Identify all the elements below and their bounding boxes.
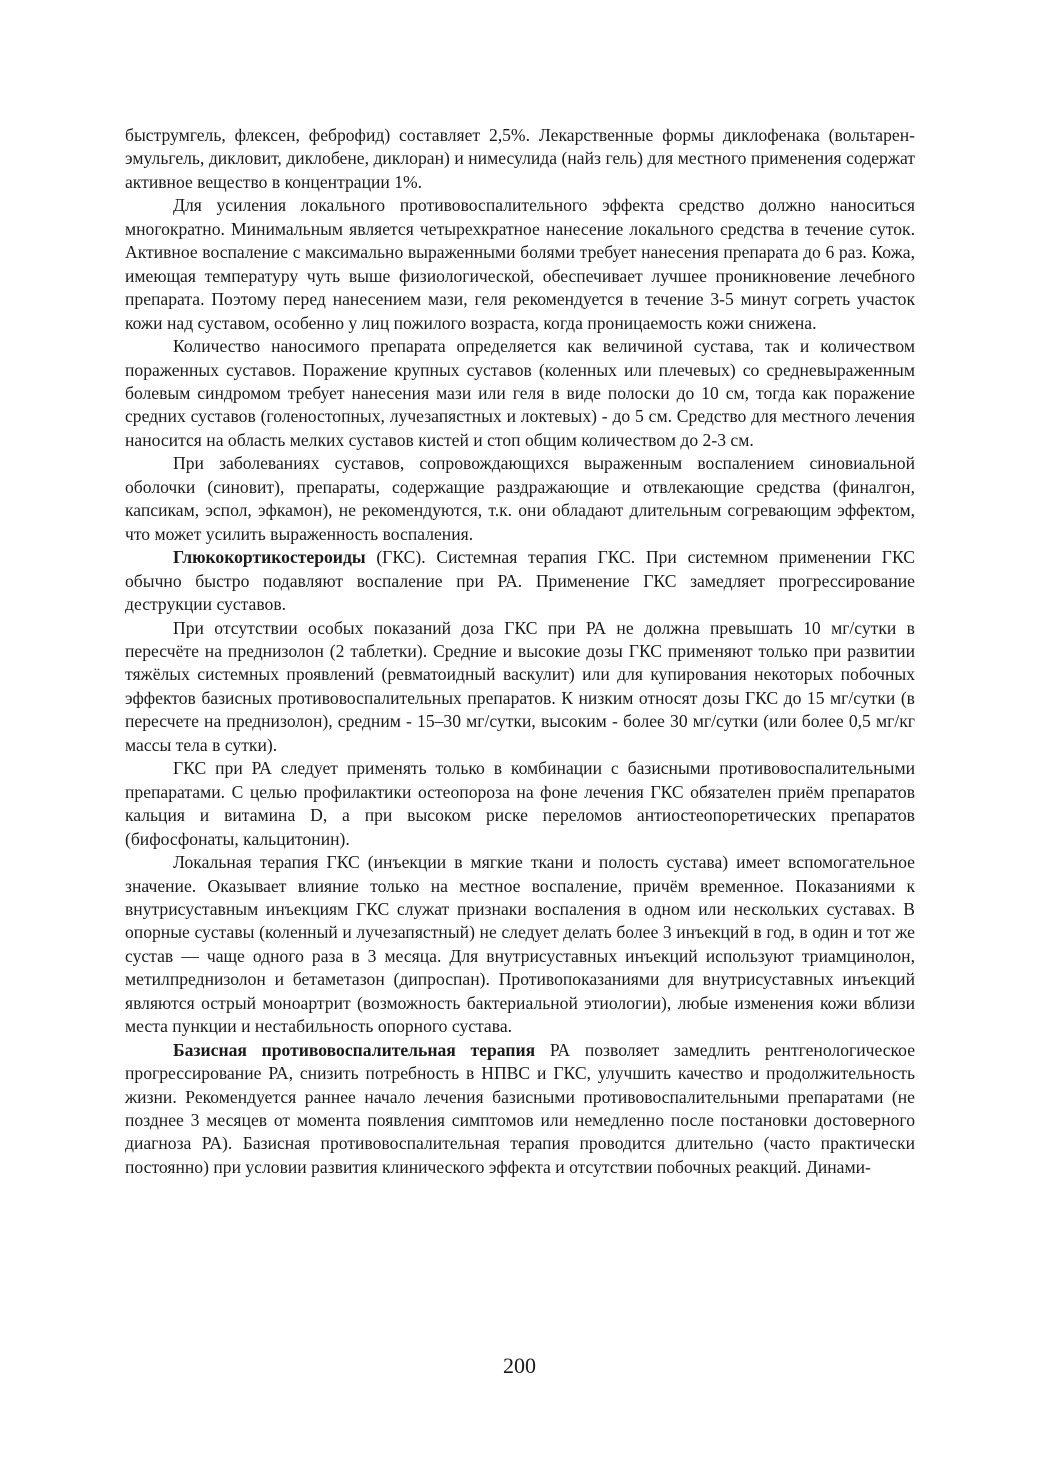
paragraph-6: [125, 617, 915, 758]
paragraph-7: [125, 757, 915, 851]
paragraph-4-text: При заболеваниях суставов, сопровождающихся выраженным воспалением синовиальной оболочки (синовит), препараты, содержащие раздражающие и отвлекающие средства (финалгон, капсикам, эспол, эфкамон), не рекомендуются, т.к. они обладают длительным согревающим эффектом, что может усилить выраженность воспаления.: [125, 453, 915, 544]
paragraph-1-text: быструмгель, флексен, феброфид) составляет 2,5%. Лекарственные формы диклофенака (вольтарен-эмульгель, дикловит, диклобене, диклоран) и нимесулида (найз гель) для местного применения содержат активное вещество в концентрации 1%.: [125, 125, 915, 192]
paragraph-8: [125, 851, 915, 1039]
paragraph-5-lead: Глюкокортикостероиды: [173, 547, 366, 568]
paragraph-2: [125, 194, 915, 335]
paragraph-9-lead: Базисная противовоспалительная терапия: [173, 1039, 536, 1060]
page-number: 200: [503, 1353, 536, 1378]
paragraph-2-text: Для усиления локального противовоспалительного эффекта средство должно наноситься многократно. Минимальным является четырехкратное нанесение локального средства в течение суток. Активное воспаление с максимально выраженными болями требует нанесения препарата до 6 раз. Кожа, имеющая температуру чуть выше физиологической, обеспечивает лучшее проникновение лечебного препарата. Поэтому перед нанесением мази, геля рекомендуется в течение 3-5 минут согреть участок кожи над суставом, особенно у лиц пожилого возраста, когда проницаемость кожи снижена.: [125, 195, 915, 333]
paragraph-1: [125, 124, 915, 194]
paragraph-7-text: ГКС при РА следует применять только в комбинации с базисными противовоспалительными препаратами. С целью профилактики остеопороза на фоне лечения ГКС обязателен приём препаратов кальция и витамина D, а при высоком риске переломов антиостеопоретических препаратов (бифосфонаты, кальцитонин).: [125, 758, 915, 849]
paragraph-5: [125, 546, 915, 616]
page-body: [125, 124, 915, 1179]
paragraph-9: [125, 1039, 915, 1180]
paragraph-3-text: Количество наносимого препарата определяется как величиной сустава, так и количеством пораженных суставов. Поражение крупных суставов (коленных или плечевых) со средневыраженным болевым синдромом требует нанесения мази или геля в виде полоски до 10 см, тогда как поражение средних суставов (голеностопных, лучезапястных и локтевых) - до 5 см. Средство для местного лечения наносится на область мелких суставов кистей и стоп общим количеством до 2-3 см.: [125, 336, 915, 450]
paragraph-9-text: РА позволяет замедлить рентгенологическое прогрессирование РА, снизить потребность в НПВС и ГКС, улучшить качество и продолжительность жизни. Рекомендуется раннее начало лечения базисными противовоспалительными препаратами (не позднее 3 месяцев от момента появления симптомов или немедленно после постановки достоверного диагноза РА). Базисная противовоспалительная терапия проводится длительно (часто практически постоянно) при условии развития клинического эффекта и отсутствии побочных реакций. Динами-: [125, 1039, 915, 1177]
paragraph-8-text: Локальная терапия ГКС (инъекции в мягкие ткани и полость сустава) имеет вспомогательное значение. Оказывает влияние только на местное воспаление, причём временное. Показаниями к внутрисуставным инъекциям ГКС служат признаки воспаления в одном или нескольких суставах. В опорные суставы (коленный и лучезапястный) не следует делать более 3 инъекций в год, в один и тот же сустав — чаще одного раза в 3 месяца. Для внутрисуставных инъекций используют триамцинолон, метилпреднизолон и бетаметазон (дипроспан). Противопоказаниями для внутрисуставных инъекций являются острый моноартрит (возможность бактериальной этиологии), любые изменения кожи вблизи места пункции и нестабильность опорного сустава.: [125, 852, 915, 1037]
paragraph-3: [125, 335, 915, 452]
paragraph-6-text: При отсутствии особых показаний доза ГКС при РА не должна превышать 10 мг/сутки в пересчёте на преднизолон (2 таблетки). Средние и высокие дозы ГКС применяют только при развитии тяжёлых системных проявлений (ревматоидный васкулит) или для купирования некоторых побочных эффектов базисных противовоспалительных препаратов. К низким относят дозы ГКС до 15 мг/сутки (в пересчете на преднизолон), средним - 15–30 мг/сутки, высоким - более 30 мг/сутки (или более 0,5 мг/кг массы тела в сутки).: [125, 617, 915, 755]
paragraph-4: [125, 452, 915, 546]
paragraph-5-text: (ГКС). Системная терапия ГКС. При системном применении ГКС обычно быстро подавляют воспаление при РА. Применение ГКС замедляет прогрессирование деструкции суставов.: [125, 547, 915, 615]
